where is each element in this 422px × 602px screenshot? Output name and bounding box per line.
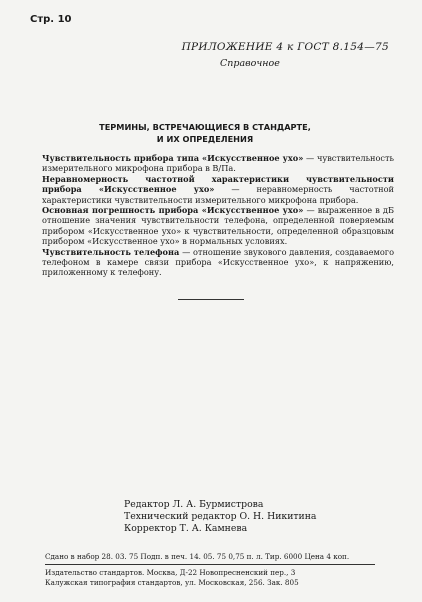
imprint-print-info: Сдано в набор 28. 03. 75 Подп. в печ. 14. 05. 75 0,75 п. л. Тир. 6000 Цена 4 коп. xyxy=(45,552,350,561)
imprint xyxy=(45,552,375,588)
imprint-divider xyxy=(45,564,375,565)
page-number: Стр. 10 xyxy=(30,14,72,25)
term-definition: — отношение звукового давления, создаваемого телефоном в камере связи прибора «Искусственное ухо», к напряжению, приложенному к телефону. xyxy=(42,246,394,278)
terms-list xyxy=(42,153,394,278)
term-definition: — неравномерность частотной характеристики чувствительности измерительного микрофона прибора. xyxy=(42,184,394,205)
technical-editor: Технический редактор О. Н. Никитина xyxy=(124,511,317,522)
imprint-printer: Калужская типография стандартов, ул. Московская, 256. Зак. 805 xyxy=(45,578,299,587)
title-line-1: ТЕРМИНЫ, ВСТРЕЧАЮЩИЕСЯ В СТАНДАРТЕ, xyxy=(99,122,311,132)
term-name: Чувствительность прибора типа «Искусственное ухо» xyxy=(42,153,304,163)
reference-note: Справочное xyxy=(220,58,280,69)
section-divider xyxy=(178,299,244,300)
editor: Редактор Л. А. Бурмистрова xyxy=(124,499,264,510)
term-name: Неравномерность частотной характеристики чувствительности прибора «Искусственное ухо» xyxy=(42,173,394,195)
title-line-2: И ИХ ОПРЕДЕЛЕНИЯ xyxy=(156,134,254,144)
appendix-label: ПРИЛОЖЕНИЕ 4 к ГОСТ 8.154—75 xyxy=(181,41,389,53)
credits xyxy=(124,499,316,535)
imprint-publisher: Издательство стандартов. Москва, Д-22 Новопресненский пер., 3 xyxy=(45,568,296,577)
term-entry xyxy=(42,247,394,278)
proofreader: Корректор Т. А. Камнева xyxy=(124,523,248,534)
term-entry xyxy=(42,153,394,174)
term-entry xyxy=(42,205,394,247)
term-name: Чувствительность телефона xyxy=(42,246,180,257)
term-entry xyxy=(42,174,394,205)
term-definition: — выраженное в дБ отношение значения чувствительности телефона, определенной поверяемым прибором «Искусственное ухо» к чувствительности, определенной образцовым прибором «Искусственное ухо» в нормальных условиях. xyxy=(42,205,394,247)
term-definition: — чувствительность измерительного микрофона прибора в В/Па. xyxy=(42,153,394,174)
term-name: Основная погрешность прибора «Искусственное ухо» xyxy=(42,205,304,216)
section-title xyxy=(60,121,350,145)
